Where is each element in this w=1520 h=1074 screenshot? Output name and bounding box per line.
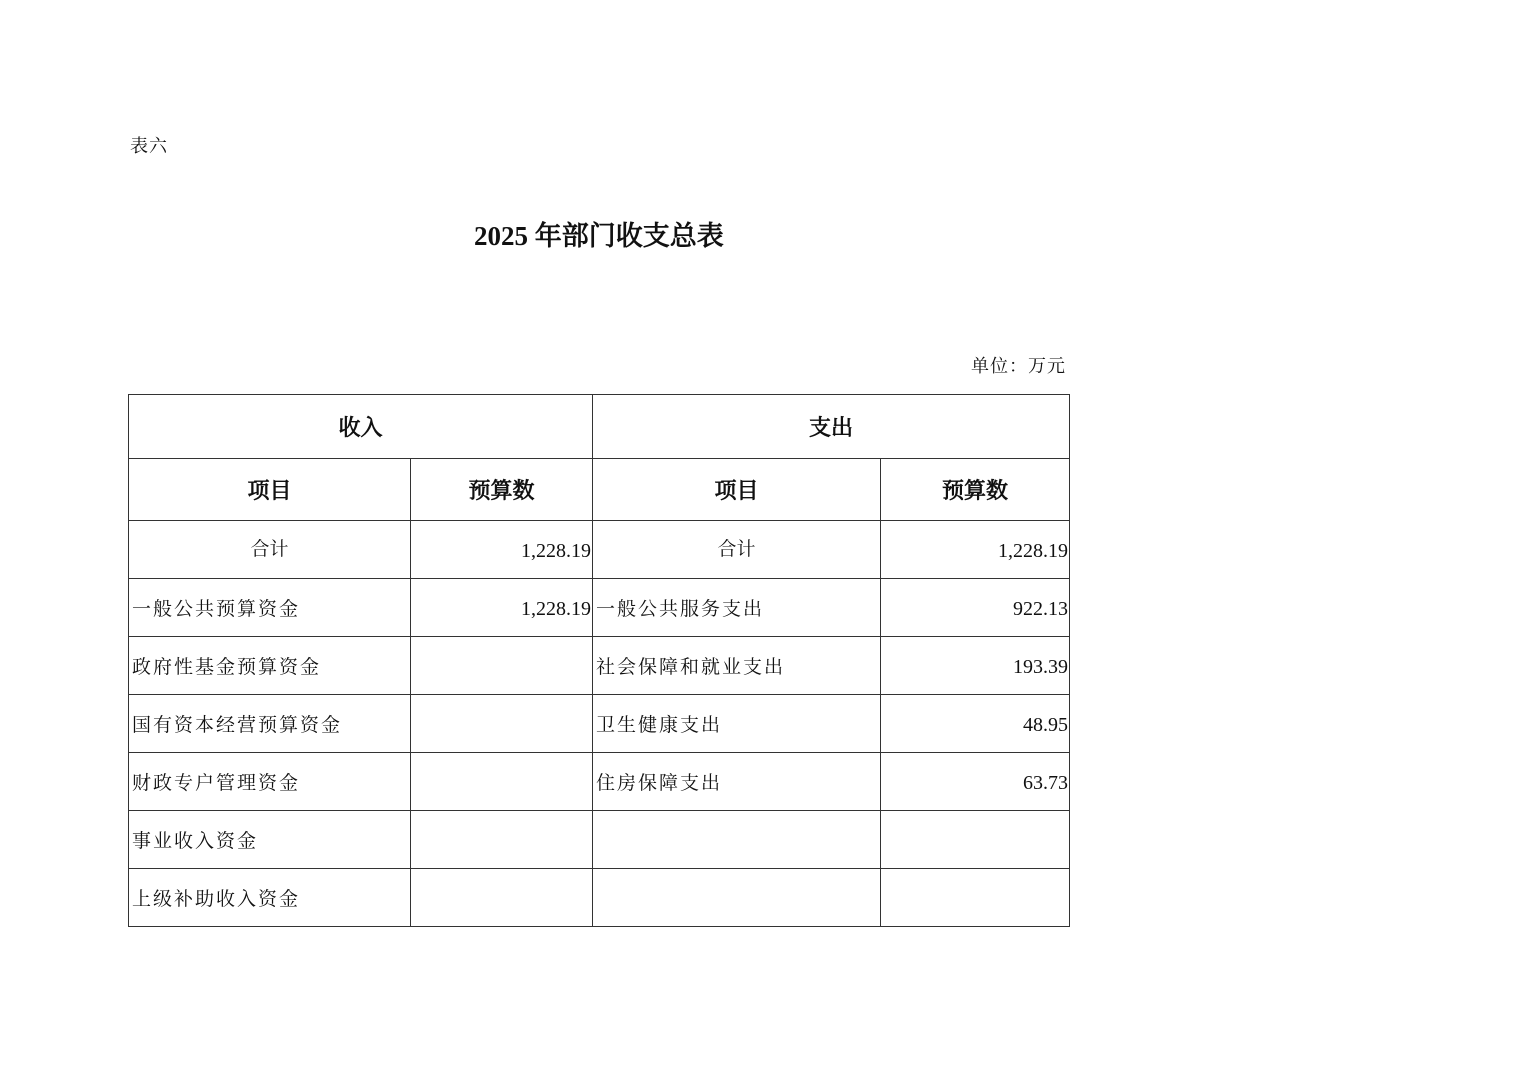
- income-item-cell: 事业收入资金: [129, 811, 411, 869]
- table-group-header-row: [129, 395, 1070, 459]
- income-value-cell: [411, 695, 593, 753]
- expense-item-cell: 社会保障和就业支出: [593, 637, 881, 695]
- expense-item-cell: [593, 869, 881, 927]
- expense-item-column-header: 项目: [593, 459, 881, 521]
- income-item-cell: 上级补助收入资金: [129, 869, 411, 927]
- expense-value-cell: 63.73: [881, 753, 1070, 811]
- income-value-cell: [411, 753, 593, 811]
- table-row: [129, 695, 1070, 753]
- table-column-header-row: [129, 459, 1070, 521]
- expense-value-cell: [881, 811, 1070, 869]
- income-item-cell: 一般公共预算资金: [129, 579, 411, 637]
- unit-note: 单位：万元: [971, 356, 1066, 377]
- table-row: [129, 579, 1070, 637]
- income-value-cell: [411, 869, 593, 927]
- income-total-label: 合计: [129, 521, 411, 579]
- expense-value-cell: 48.95: [881, 695, 1070, 753]
- expense-item-cell: 住房保障支出: [593, 753, 881, 811]
- page-title: 2025 年部门收支总表: [474, 221, 724, 251]
- income-budget-column-header: 预算数: [411, 459, 593, 521]
- income-item-cell: 财政专户管理资金: [129, 753, 411, 811]
- expense-value-cell: 193.39: [881, 637, 1070, 695]
- expense-item-cell: 卫生健康支出: [593, 695, 881, 753]
- expense-value-cell: [881, 869, 1070, 927]
- expense-total-value: 1,228.19: [881, 521, 1070, 579]
- expense-group-header: 支出: [593, 395, 1070, 459]
- income-value-cell: [411, 811, 593, 869]
- table-row: [129, 811, 1070, 869]
- table-number-label: 表六: [130, 136, 168, 157]
- income-value-cell: 1,228.19: [411, 579, 593, 637]
- table-row: [129, 753, 1070, 811]
- expense-item-cell: [593, 811, 881, 869]
- expense-item-cell: 一般公共服务支出: [593, 579, 881, 637]
- income-group-header: 收入: [129, 395, 593, 459]
- table-row: [129, 637, 1070, 695]
- total-row: [129, 521, 1070, 579]
- expense-budget-column-header: 预算数: [881, 459, 1070, 521]
- income-item-column-header: 项目: [129, 459, 411, 521]
- income-value-cell: [411, 637, 593, 695]
- expense-total-label: 合计: [593, 521, 881, 579]
- expense-value-cell: 922.13: [881, 579, 1070, 637]
- income-item-cell: 政府性基金预算资金: [129, 637, 411, 695]
- income-item-cell: 国有资本经营预算资金: [129, 695, 411, 753]
- table-row: [129, 869, 1070, 927]
- budget-summary-table: [128, 394, 1070, 927]
- income-total-value: 1,228.19: [411, 521, 593, 579]
